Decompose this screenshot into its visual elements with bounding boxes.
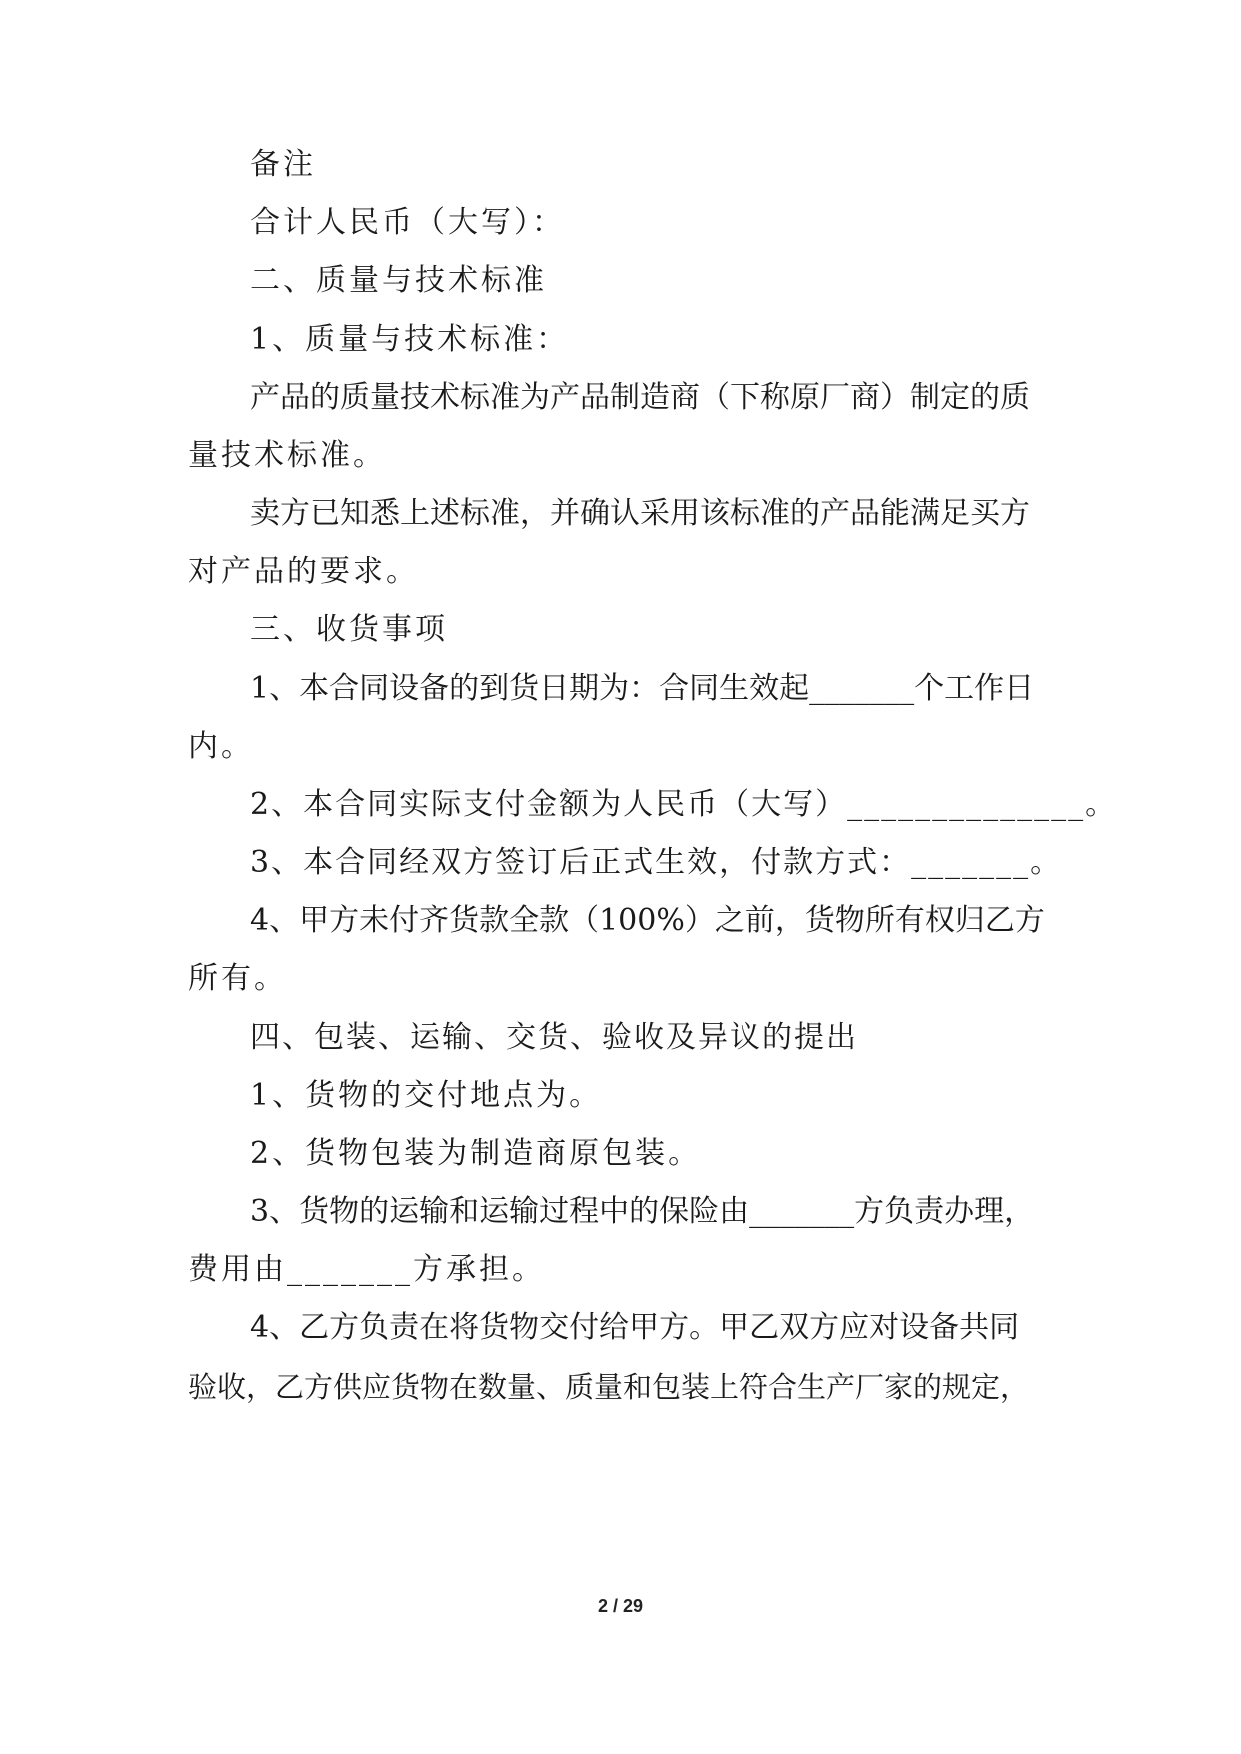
- paragraph-line: 1、货物的交付地点为。: [250, 1078, 603, 1113]
- paragraph-line: 验收，乙方供应货物在数量、质量和包装上符合生产厂家的规定，: [188, 1370, 1030, 1404]
- paragraph-line: 4、乙方负责在将货物交付给甲方。甲乙双方应对设备共同: [250, 1310, 1020, 1345]
- paragraph-line: 4、甲方未付齐货款全款（100%）之前，货物所有权归乙方: [250, 903, 1045, 938]
- paragraph-line: 2、货物包装为制造商原包装。: [250, 1136, 702, 1171]
- paragraph-line: 1、本合同设备的到货日期为：合同生效起_______个工作日: [250, 671, 1035, 706]
- paragraph-line: 产品的质量技术标准为产品制造商（下称原厂商）制定的质: [250, 380, 1030, 415]
- page-number: 2 / 29: [597, 1596, 644, 1616]
- section-heading-quality: 二、质量与技术标准: [250, 263, 547, 298]
- paragraph-line: 2、本合同实际支付金额为人民币（大写）______________。: [250, 787, 1118, 822]
- paragraph-line: 卖方已知悉上述标准，并确认采用该标准的产品能满足买方: [250, 496, 1030, 531]
- paragraph-line: 内。: [188, 729, 254, 764]
- paragraph-line: 所有。: [188, 961, 287, 996]
- section-heading-packaging: 四、包装、运输、交货、验收及异议的提出: [250, 1020, 858, 1055]
- text-line-quality-standard: 1、质量与技术标准：: [250, 322, 570, 357]
- paragraph-line: 量技术标准。: [188, 438, 386, 473]
- paragraph-line: 3、本合同经双方签订后正式生效，付款方式：_______。: [250, 845, 1063, 880]
- text-line-total-rmb: 合计人民币（大写）：: [250, 205, 565, 240]
- paragraph-line: 3、货物的运输和运输过程中的保险由_______方负责办理，: [250, 1194, 1035, 1229]
- section-heading-receipt: 三、收货事项: [250, 612, 448, 647]
- paragraph-line: 费用由_______方承担。: [188, 1252, 545, 1287]
- paragraph-line: 对产品的要求。: [188, 554, 419, 589]
- text-line-remarks: 备注: [250, 147, 316, 182]
